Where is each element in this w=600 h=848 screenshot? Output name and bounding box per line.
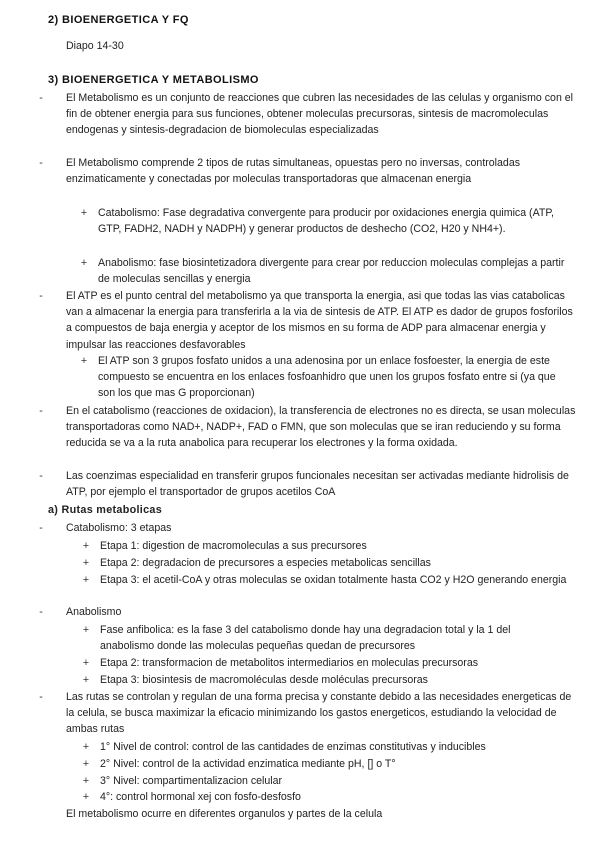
bullet-text: Las coenzimas especialidad en transferir grupos funcionales necesitan ser activadas mediante hidrolisis de ATP, por ejemplo el transportador de grupos acetilos CoA [66,470,569,499]
sub-bullet-text: Fase anfibolica: es la fase 3 del catabolismo donde hay una degradacion total y la 1 del anabolismo donde las moleculas pequeñas quedan de precursores [100,624,511,653]
sub-bullet-text: Anabolismo: fase biosintetizadora divergente para crear por reduccion moleculas complejas a partir de moleculas sencillas y energia [98,257,565,286]
sub-bullet-text: El ATP son 3 grupos fosfato unidos a una adenosina por un enlace fosfoester, la energia de este compuesto se encuentra en los enlaces fosfoanhidro que unen los grupos fosfato entre si (ya que son los que mas G proporcionan) [98,355,556,400]
nivel-control-3 [82,773,574,789]
section-3-heading: 3) BIOENERGETICA Y METABOLISMO [48,74,259,86]
bullet-text: El ATP es el punto central del metabolismo ya que transporta la energia, asi que todas las vias catabolicas van a almacenar la energia para transferirla a la via de sintesis de ATP. El ATP es dador de grupos fosforilos a compuestos de baja energia y aceptor de los mismos en su forma de ADP para almacenar energia y impulsar las reacciones desfavorables [66,290,573,351]
dash-marker: - [39,405,43,417]
dash-marker: - [39,691,43,703]
bullet-tipos-rutas [39,155,576,187]
sub-bullet-text: Etapa 1: digestion de macromoleculas a sus precursores [100,540,367,552]
dash-marker: - [39,92,43,104]
nivel-control-4 [82,789,574,805]
plus-marker: + [82,791,90,803]
plus-marker: + [82,540,90,552]
plus-marker: + [82,741,90,753]
bullet-control-rutas [39,689,576,738]
dash-marker: - [39,290,43,302]
plus-marker: + [82,657,90,669]
plus-marker: + [80,257,88,269]
bullet-transferencia-electrones [39,403,576,452]
bullet-text: Anabolismo [66,606,122,618]
plus-marker: + [80,207,88,219]
plus-marker: + [82,674,90,686]
plus-marker: + [80,355,88,367]
ana-etapa-3 [82,672,574,688]
bullet-text: El Metabolismo comprende 2 tipos de rutas simultaneas, opuestas pero no inversas, controladas enzimaticamente y conectadas por moleculas transportadoras que almacenan energia [66,157,521,186]
cat-etapa-3 [82,572,574,588]
bullet-text: Catabolismo: 3 etapas [66,522,172,534]
plus-marker: + [82,574,90,586]
bullet-text: El Metabolismo es un conjunto de reacciones que cubren las necesidades de las celulas y organismo con el fin de obtener energia para sus funciones, obtener moleculas precursoras, sintesis de macromoleculas endogenas y sintesis-degradacion de biomoleculas especializadas [66,92,574,137]
sub-bullet-text: Etapa 3: biosintesis de macromoléculas desde moléculas precursoras [100,674,428,686]
sub-bullet-text: Catabolismo: Fase degradativa convergente para producir por oxidaciones energia quimica (ATP, GTP, FADH2, NADH y NADPH) y generar productos de deshecho (CO2, H20 y NH4+). [98,207,554,236]
sub-bullet-text: Etapa 2: degradacion de precursores a especies metabolicas sencillas [100,557,431,569]
bullet-anabolismo [39,604,576,620]
sub-bullet-anabolismo [80,255,574,287]
dash-marker: - [39,522,43,534]
bullet-text: En el catabolismo (reacciones de oxidacion), la transferencia de electrones no es directa, se usan moleculas transportadoras como NAD+, NADP+, FAD o FMN, que son moleculas que se iran reduciendo y su forma reducida se va a la ruta anabolica para recuperar los electrones y la forma oxidada. [66,405,576,450]
sub-bullet-atp-estructura [80,353,574,402]
bullet-catabolismo-etapas [39,520,576,536]
sub-bullet-text: 2° Nivel: control de la actividad enzimatica mediante pH, [] o T° [100,758,396,770]
sub-bullet-text: Etapa 2: transformacion de metabolitos intermediarios en moleculas precursoras [100,657,479,669]
metabolismo-organulos-note: El metabolismo ocurre en diferentes organulos y partes de la celula [66,808,383,820]
sub-bullet-catabolismo [80,205,574,237]
sub-bullet-text: 1° Nivel de control: control de las cantidades de enzimas constitutivas y inducibles [100,741,486,753]
rutas-metabolicas-heading: a) Rutas metabolicas [48,504,163,516]
cat-etapa-2 [82,555,574,571]
sub-bullet-text: 4°: control hormonal xej con fosfo-desfosfo [100,791,301,803]
nivel-control-1 [82,739,574,755]
plus-marker: + [82,775,90,787]
sub-bullet-text: Etapa 3: el acetil-CoA y otras moleculas se oxidan totalmente hasta CO2 y H2O generando energia [100,574,567,586]
cat-etapa-1 [82,538,574,554]
bullet-metabolismo-definicion [39,90,576,139]
bullet-atp [39,288,576,353]
dash-marker: - [39,470,43,482]
slides-reference: Diapo 14-30 [66,40,124,52]
section-2-heading: 2) BIOENERGETICA Y FQ [48,14,189,26]
sub-bullet-text: 3° Nivel: compartimentalizacion celular [100,775,283,787]
ana-fase-anfibolica [82,622,540,654]
nivel-control-2 [82,756,574,772]
plus-marker: + [82,557,90,569]
dash-marker: - [39,606,43,618]
ana-etapa-2 [82,655,574,671]
bullet-coenzimas [39,468,576,500]
plus-marker: + [82,624,90,636]
bullet-text: Las rutas se controlan y regulan de una forma precisa y constante debido a las necesidades energeticas de la celula, se busca maximizar la eficacio minimizando los gastos energeticos, estudiando la velocidad de ambas rutas [66,691,572,736]
dash-marker: - [39,157,43,169]
plus-marker: + [82,758,90,770]
